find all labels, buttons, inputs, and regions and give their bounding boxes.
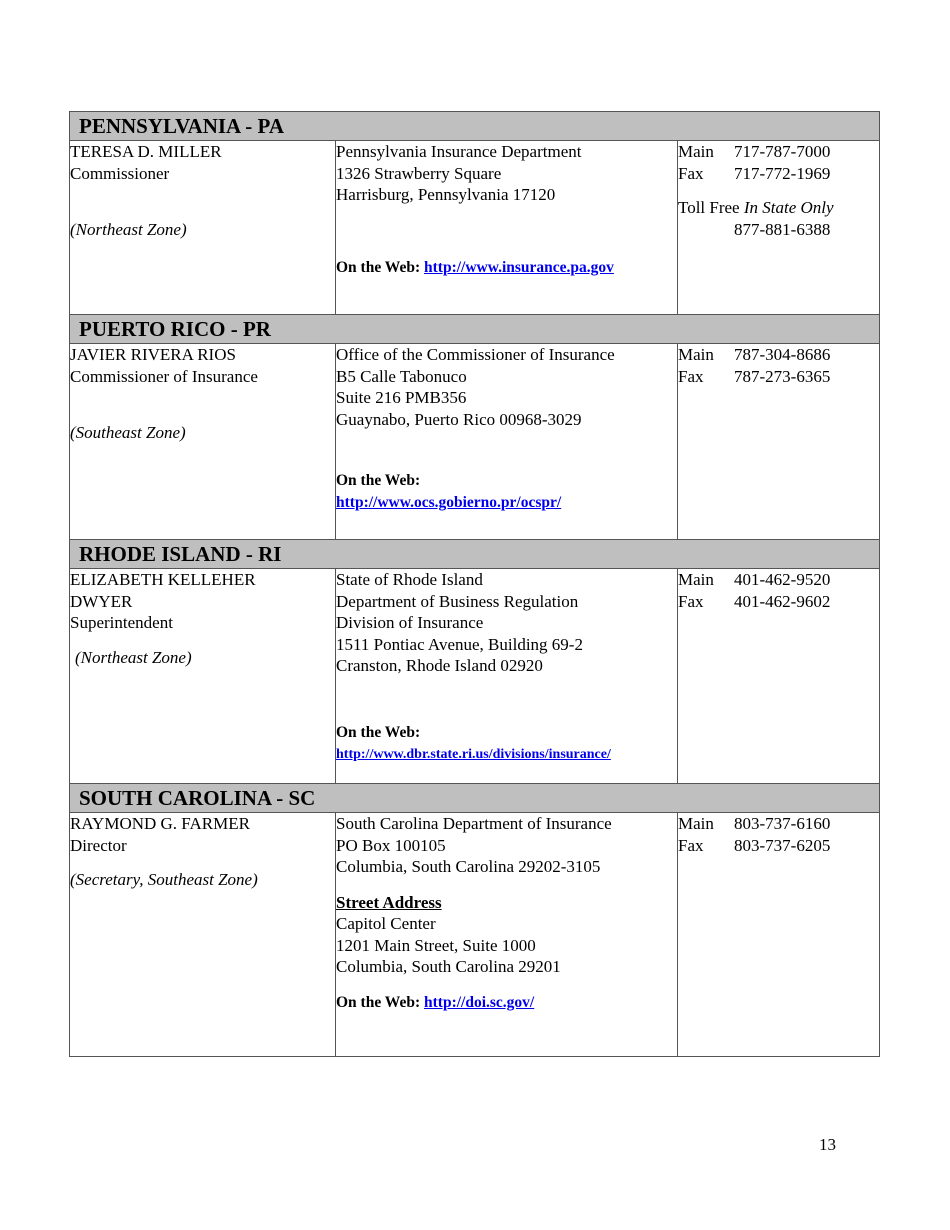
address-line: B5 Calle Tabonuco — [336, 366, 467, 386]
zone-label: (Northeast Zone) — [70, 220, 187, 239]
fax-phone: Fax 401-462-9602 — [678, 591, 831, 611]
fax-phone: Fax 803-737-6205 — [678, 835, 831, 855]
official-title: Commissioner — [70, 163, 170, 183]
official-title: Director — [70, 835, 127, 855]
website-link[interactable]: http://www.ocs.gobierno.pr/ocspr/ — [336, 493, 562, 511]
official-title: Superintendent — [70, 613, 173, 632]
address-line: Suite 216 PMB356 — [336, 388, 467, 407]
web-label: On the Web: — [336, 993, 421, 1011]
address-line: South Carolina Department of Insurance — [336, 814, 612, 833]
main-phone: Main 787-304-8686 — [678, 345, 831, 364]
address-line: Pennsylvania Insurance Department — [336, 142, 582, 161]
web-line — [336, 257, 677, 279]
web-label: On the Web: — [336, 472, 421, 489]
address-cell — [336, 813, 678, 1057]
official-name: TERESA D. MILLER — [70, 142, 222, 161]
official-cell — [70, 813, 336, 1057]
main-phone: Main 717-787-7000 — [678, 142, 831, 161]
street-line: Columbia, South Carolina 29201 — [336, 957, 561, 976]
page-number: 13 — [819, 1135, 836, 1154]
address-line: PO Box 100105 — [336, 835, 446, 855]
fax-phone: Fax 787-273-6365 — [678, 366, 831, 386]
state-header-pr: PUERTO RICO - PR — [70, 315, 880, 344]
address-line: Harrisburg, Pennsylvania 17120 — [336, 185, 556, 204]
address-line: 1326 Strawberry Square — [336, 163, 502, 183]
address-line: Office of the Commissioner of Insurance — [336, 345, 615, 364]
zone-label: (Northeast Zone) — [75, 647, 192, 667]
address-line: Guaynabo, Puerto Rico 00968-3029 — [336, 409, 582, 429]
address-cell — [336, 141, 678, 315]
official-cell — [70, 569, 336, 784]
address-line: Department of Business Regulation — [336, 591, 579, 611]
directory-table — [69, 111, 880, 1057]
toll-free-phone: 877-881-6388 — [734, 219, 831, 239]
address-line: Cranston, Rhode Island 02920 — [336, 656, 543, 675]
web-label: On the Web: — [336, 723, 421, 741]
web-line — [336, 992, 677, 1014]
web-label: On the Web: — [336, 258, 421, 276]
official-cell — [70, 344, 336, 540]
street-address-heading: Street Address — [336, 892, 442, 912]
toll-free-label: Toll Free In State Only — [678, 198, 834, 217]
address-cell — [336, 569, 678, 784]
main-phone: Main 401-462-9520 — [678, 570, 831, 589]
state-header-pa: PENNSYLVANIA - PA — [70, 112, 880, 141]
official-cell — [70, 141, 336, 315]
zone-label: (Secretary, Southeast Zone) — [70, 870, 258, 889]
website-link[interactable]: http://doi.sc.gov/ — [424, 993, 535, 1011]
official-name: DWYER — [70, 591, 133, 611]
main-phone: Main 803-737-6160 — [678, 814, 831, 833]
address-line: Division of Insurance — [336, 613, 484, 632]
phone-cell — [678, 344, 880, 540]
official-name: ELIZABETH KELLEHER — [70, 570, 256, 589]
state-header-sc: SOUTH CAROLINA - SC — [70, 784, 880, 813]
fax-phone: Fax 717-772-1969 — [678, 163, 831, 183]
website-link[interactable]: http://www.dbr.state.ri.us/divisions/insurance/ — [336, 747, 611, 762]
state-header-ri: RHODE ISLAND - RI — [70, 540, 880, 569]
phone-cell — [678, 141, 880, 315]
address-cell — [336, 344, 678, 540]
official-name: RAYMOND G. FARMER — [70, 814, 250, 833]
website-link[interactable]: http://www.insurance.pa.gov — [424, 258, 614, 276]
phone-cell — [678, 569, 880, 784]
official-title: Commissioner of Insurance — [70, 366, 258, 386]
street-line: 1201 Main Street, Suite 1000 — [336, 935, 536, 955]
address-line: Columbia, South Carolina 29202-3105 — [336, 857, 601, 876]
phone-cell — [678, 813, 880, 1057]
official-name: JAVIER RIVERA RIOS — [70, 345, 236, 364]
zone-label: (Southeast Zone) — [70, 423, 186, 442]
address-line: 1511 Pontiac Avenue, Building 69-2 — [336, 634, 583, 654]
address-line: State of Rhode Island — [336, 570, 483, 589]
street-line: Capitol Center — [336, 914, 436, 933]
